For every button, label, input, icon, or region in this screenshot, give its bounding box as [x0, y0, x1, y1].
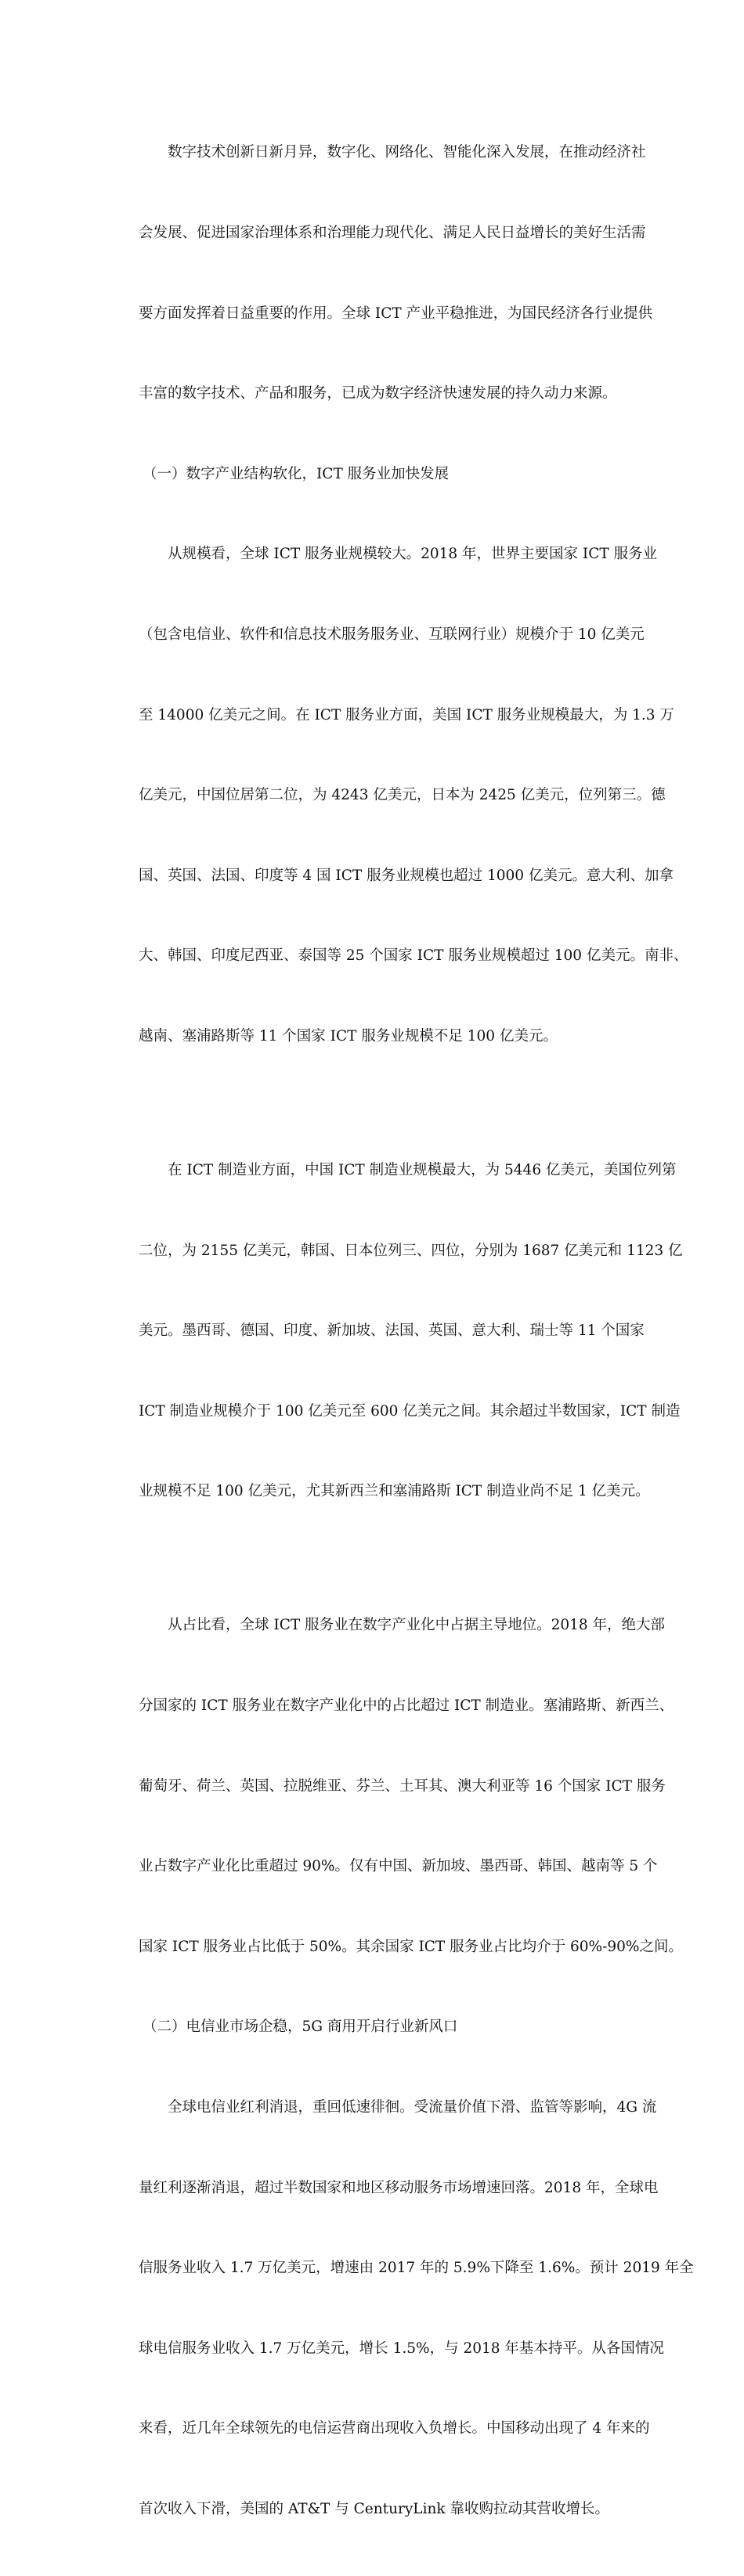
text-line: 球电信服务业收入 1.7 万亿美元，增长 1.5%，与 2018 年基本持平。从各国情况: [110, 2336, 650, 2362]
text-line: 至 14000 亿美元之间。在 ICT 服务业方面，美国 ICT 服务业规模最大，为 1.3 万: [110, 702, 650, 729]
text-line: 越南、塞浦路斯等 11 个国家 ICT 服务业规模不足 100 亿美元。: [110, 1023, 650, 1050]
text-line: 全球电信业红利消退，重回低速徘徊。受流量价值下滑、监管等影响，4G 流: [110, 2094, 650, 2121]
text-line: 国、英国、法国、印度等 4 国 ICT 服务业规模也超过 1000 亿美元。意大利、加拿: [110, 863, 650, 889]
paragraph-service-scale: [110, 488, 650, 1104]
text-line: 要方面发挥着日益重要的作用。全球 ICT 产业平稳推进，为国民经济各行业提供: [110, 301, 650, 327]
text-line: 数字技术创新日新月异，数字化、网络化、智能化深入发展，在推动经济社: [110, 139, 650, 166]
section-heading-1: （一）数字产业结构软化，ICT 服务业加快发展: [110, 461, 650, 488]
text-line: 业占数字产业化比重超过 90%。仅有中国、新加坡、墨西哥、韩国、越南等 5 个: [110, 1853, 650, 1880]
text-line: 国家 ICT 服务业占比低于 50%。其余国家 ICT 服务业占比均介于 60%-90%之间。: [110, 1934, 650, 1961]
document-body: [110, 86, 650, 2576]
text-line: 量红利逐渐消退，超过半数国家和地区移动服务市场增速回落。2018 年，全球电: [110, 2175, 650, 2202]
text-line: 葡萄牙、荷兰、英国、拉脱维亚、芬兰、土耳其、澳大利亚等 16 个国家 ICT 服务: [110, 1773, 650, 1800]
text-line: 在 ICT 制造业方面，中国 ICT 制造业规模最大，为 5446 亿美元，美国位列第: [110, 1157, 650, 1184]
text-line: 来看，近几年全球领先的电信运营商出现收入负增长。中国移动出现了 4 年来的: [110, 2415, 650, 2442]
section-heading-2: （二）电信业市场企稳，5G 商用开启行业新风口: [110, 2014, 650, 2040]
text-line: 大、韩国、印度尼西亚、泰国等 25 个国家 ICT 服务业规模超过 100 亿美元。南非、: [110, 943, 650, 969]
paragraph-manufacturing: [110, 1104, 650, 1559]
text-line: 亿美元，中国位居第二位，为 4243 亿美元，日本为 2425 亿美元，位列第三。德: [110, 782, 650, 809]
text-line: 信服务业收入 1.7 万亿美元，增速由 2017 年的 5.9%下降至 1.6%。预计 2019 年全: [110, 2255, 650, 2282]
text-line: 丰富的数字技术、产品和服务，已成为数字经济快速发展的持久动力来源。: [110, 381, 650, 407]
text-line: 从占比看，全球 ICT 服务业在数字产业化中占据主导地位。2018 年，绝大部: [110, 1612, 650, 1639]
text-line: 会发展、促进国家治理体系和治理能力现代化、满足人民日益增长的美好生活需: [110, 220, 650, 247]
text-line: 美元。墨西哥、德国、印度、新加坡、法国、英国、意大利、瑞士等 11 个国家: [110, 1318, 650, 1344]
text-line: ICT 制造业规模介于 100 亿美元至 600 亿美元之间。其余超过半数国家，ICT 制造: [110, 1398, 650, 1425]
text-line: 分国家的 ICT 服务业在数字产业化中的占比超过 ICT 制造业。塞浦路斯、新西兰、: [110, 1693, 650, 1719]
text-line: （包含电信业、软件和信息技术服务服务业、互联网行业）规模介于 10 亿美元: [110, 622, 650, 648]
paragraph-share: [110, 1559, 650, 2014]
paragraph-telecom: [110, 2041, 650, 2576]
text-line: 二位，为 2155 亿美元，韩国、日本位列三、四位，分别为 1687 亿美元和 1123 亿: [110, 1238, 650, 1265]
text-line: 从规模看，全球 ICT 服务业规模较大。2018 年，世界主要国家 ICT 服务业: [110, 541, 650, 568]
text-line: 业规模不足 100 亿美元，尤其新西兰和塞浦路斯 ICT 制造业尚不足 1 亿美元。: [110, 1478, 650, 1505]
text-line: 首次收入下滑，美国的 AT&T 与 CenturyLink 靠收购拉动其营收增长。: [110, 2496, 650, 2523]
paragraph-intro: [110, 86, 650, 461]
